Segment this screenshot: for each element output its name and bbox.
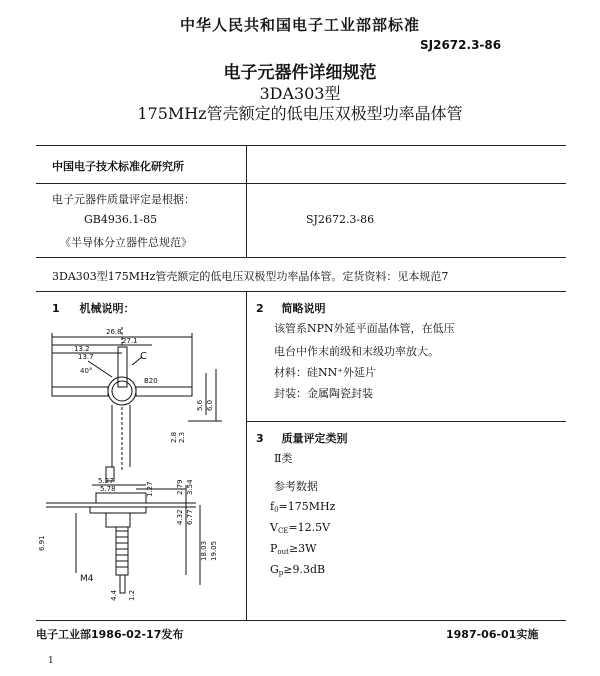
dim-40deg: 40° (80, 367, 93, 375)
ref-data-title: 参考数据 (274, 480, 318, 493)
package: 封装：金属陶瓷封装 (274, 387, 373, 400)
institute-name: 中国电子技术标准化研究所 (52, 160, 184, 173)
material: 材料：硅NN⁺外延片 (274, 366, 377, 379)
section2-heading (256, 300, 326, 316)
section1-number: 1 (52, 302, 60, 315)
ref-pout: $P_{out}\ge 3W$ (270, 542, 317, 556)
section3-number: 3 (256, 432, 264, 445)
dim-27-1: 27.1 (122, 337, 138, 345)
model-number: 3DA303型 (259, 84, 341, 103)
scope-statement: 3DA303型175MHz管壳额定的低电压双极型功率晶体管。定货资料：见本规范7 (52, 270, 449, 283)
dim-1-27: 1.27 (146, 481, 154, 497)
desc-line2: 电台中作末前级和末级功率放大。 (274, 345, 439, 358)
ref-f0: $f_0=175MHz$ (270, 500, 336, 514)
lead-left (52, 387, 108, 396)
dim-4-32: 4.32 (176, 509, 184, 525)
rule-bottom (36, 620, 566, 621)
basis-standard: GB4936.1-85 (84, 213, 158, 226)
spec-code: SJ2672.3-86 (306, 213, 375, 226)
dim-1-2: 1.2 (128, 589, 136, 601)
document-title: 电子元器件详细规范 (223, 63, 377, 83)
section3-title: 质量评定类别 (281, 432, 348, 445)
dim-18-03: 18.03 (200, 540, 208, 561)
section2-title: 简略说明 (281, 302, 326, 315)
dim-2-8: 2.8 (170, 431, 178, 443)
publish-date: 电子工业部1986-02-17发布 (36, 628, 184, 641)
dim-b20: B20 (144, 377, 158, 385)
lead-right (136, 387, 192, 396)
rule-scope (36, 291, 566, 292)
standard-code: SJ2672.3-86 (420, 38, 502, 52)
section3-heading (256, 430, 348, 446)
basis-title: 《半导体分立器件总规范》 (60, 236, 192, 249)
dim-26-8: 26.8 (106, 328, 122, 336)
dim-2-79: 2.79 (176, 479, 184, 495)
thread-m4: M4 (80, 574, 94, 584)
dim-19-05: 19.05 (210, 540, 218, 561)
dim-3-54: 3.54 (186, 479, 194, 495)
dim-5-6: 5.6 (196, 399, 204, 411)
ref-gp: $G_p\ge 9.3dB$ (270, 563, 326, 577)
mechanical-drawing (36, 325, 244, 610)
section1-heading (52, 300, 135, 316)
dim-13-7: 13.7 (78, 353, 94, 361)
dim-5-78: 5.78 (100, 485, 116, 493)
ref-vce: $V_{CE}=12.5V$ (270, 521, 331, 535)
page-number: 1 (48, 656, 54, 666)
rule-top (36, 145, 566, 146)
section2-number: 2 (256, 302, 264, 315)
basis-label: 电子元器件质量评定是根据： (52, 193, 195, 206)
rule-org (36, 183, 566, 184)
dim-2-3: 2.3 (178, 431, 186, 443)
ministry-standard-header: 中华人民共和国电子工业部部标准 (179, 16, 420, 34)
divider-upper (246, 145, 247, 257)
dim-13-2: 13.2 (74, 345, 90, 353)
section1-title: 机械说明： (79, 302, 135, 315)
divider-lower (246, 291, 247, 620)
quality-category: Ⅱ类 (274, 452, 293, 465)
dim-5-27: 5.27 (98, 477, 114, 485)
device-description: 175MHz管壳额定的低电压双极型功率晶体管 (137, 104, 463, 123)
package-inner (112, 381, 132, 401)
rule-section2 (246, 421, 566, 422)
dim-c: C (140, 351, 147, 362)
threaded-stud (116, 527, 128, 575)
effective-date: 1987-06-01实施 (446, 628, 539, 641)
dim-6-91: 6.91 (38, 535, 46, 551)
rule-basis (36, 257, 566, 258)
dim-4-4: 4.4 (110, 589, 118, 601)
dim-6-77: 6.77 (186, 509, 194, 525)
desc-line1: 该管系NPN外延平面晶体管，在低压 (274, 322, 455, 335)
dim-6-0: 6.0 (206, 399, 214, 411)
